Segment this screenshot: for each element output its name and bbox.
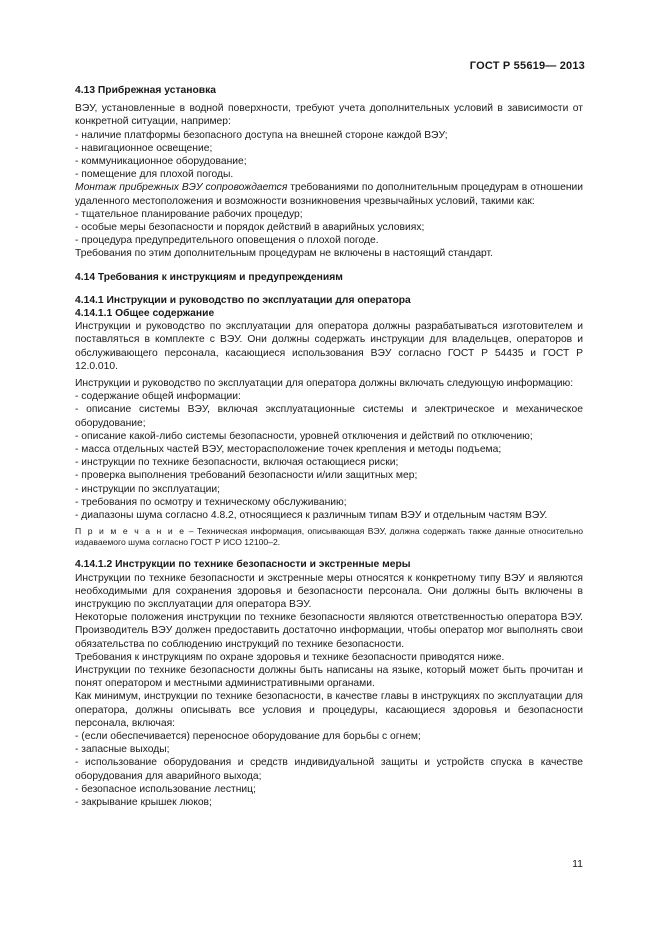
paragraph: Инструкции и руководство по эксплуатации для оператора должны включать следующую информацию: — [75, 378, 574, 390]
list-item: - инструкции по технике безопасности, включая остающиеся риски; — [75, 457, 399, 469]
list-item: - содержание общей информации: — [75, 391, 241, 403]
paragraph: Инструкции по технике безопасности должны быть написаны на языке, который может быть прочитан и понят оператором и местными административными органами. — [75, 664, 583, 690]
paragraph: Инструкции и руководство по эксплуатации для оператора должны разрабатываться изготовителем и поставляться в комплекте с ВЭУ. Они должны содержать инструкции для владельцев, операторов и обслуживающего персонала, касающиеся использования ВЭУ согласно ГОСТ Р 54435 и ГОСТ Р 12.0.010. — [75, 321, 583, 372]
list-item: - инструкции по эксплуатации; — [75, 483, 221, 495]
list-item: - описание системы ВЭУ, включая эксплуатационные системы и электрическое и механическое оборудование; — [75, 404, 583, 429]
paragraph — [75, 181, 583, 207]
page-content — [75, 84, 583, 809]
list-item: - особые меры безопасности и порядок действий в аварийных условиях; — [75, 222, 425, 234]
paragraph: Некоторые положения инструкции по технике безопасности являются ответственностью оператора ВЭУ. Производитель ВЭУ должен предоставить достаточно информации, чтобы оператор мог выполнять свои обязательства по соблюдению инструкций по технике безопасности. — [75, 612, 583, 650]
paragraph: ВЭУ, установленные в водной поверхности, требуют учета дополнительных условий в зависимости от конкретной ситуации, например: — [75, 103, 583, 128]
list-item: - диапазоны шума согласно 4.8.2, относящиеся к различным типам ВЭУ и отдельным частям ВЭУ. — [75, 510, 548, 522]
subsection-heading-4-14-1-2: 4.14.1.2 Инструкции по технике безопасности и экстренные меры — [75, 559, 411, 571]
list-item: - (если обеспечивается) переносное оборудование для борьбы с огнем; — [75, 730, 421, 742]
list-item: - помещение для плохой погоды. — [75, 169, 234, 181]
list-item: - проверка выполнения требований безопасности и/или защитных мер; — [75, 470, 418, 482]
paragraph: Требования к инструкциям по охране здоровья и технике безопасности приводятся ниже. — [75, 651, 505, 663]
list-item: - закрывание крышек люков; — [75, 796, 212, 808]
list-item: - безопасное использование лестниц; — [75, 783, 256, 795]
paragraph: Как минимум, инструкции по технике безопасности, в качестве главы в инструкциях по эксплуатации для оператора, должны описывать все условия и процедуры, касающиеся здоровья и безопасности персонала, включая: — [75, 691, 583, 729]
note-label: П р и м е ч а н и е — [75, 526, 186, 537]
standard-header: ГОСТ Р 55619— 2013 — [469, 60, 585, 72]
list-item: - запасные выходы; — [75, 744, 170, 756]
list-item: - описание какой-либо системы безопасности, уровней отключения и действий по отключению; — [75, 430, 533, 442]
list-item: - требования по осмотру и техническому обслуживанию; — [75, 496, 347, 508]
list-item: - процедура предупредительного оповещения о плохой погоде. — [75, 235, 379, 247]
list-item: - навигационное освещение; — [75, 142, 213, 154]
list-item: - масса отдельных частей ВЭУ, месторасположение точек крепления и методы подъема; — [75, 444, 502, 456]
list-item: - тщательное планирование рабочих процедур; — [75, 208, 303, 220]
subsection-heading-4-14-1-1: 4.14.1.1 Общее содержание — [75, 308, 215, 320]
page-number: 11 — [572, 858, 583, 870]
section-heading-4-14: 4.14 Требования к инструкциям и предупреждениям — [75, 271, 343, 283]
paragraph: Требования по этим дополнительным процедурам не включены в настоящий стандарт. — [75, 248, 493, 260]
section-heading-4-13: 4.13 Прибрежная установка — [75, 85, 216, 96]
paragraph: Инструкции по технике безопасности и экстренные меры относятся к конкретному типу ВЭУ и являются необходимыми для сохранения здоровья и безопасности персонала. Они должны быть включены в инструкцию по эксплуатации для оператора ВЭУ. — [75, 572, 583, 610]
subsection-heading-4-14-1: 4.14.1 Инструкции и руководство по эксплуатации для оператора — [75, 294, 411, 306]
note — [75, 526, 583, 548]
paragraph-text: требованиями по дополнительным процедурам в отношении удаленного местоположения и возможности возникновения чрезвычайных условий, такими как: — [75, 182, 584, 207]
list-item: - коммуникационное оборудование; — [75, 156, 247, 168]
italic-text: Монтаж прибрежных ВЭУ сопровождается — [75, 182, 288, 194]
note-text: – Техническая информация, описывающая ВЭУ, должна содержать также данные относительно издаваемого шума согласно ГОСТ Р ИСО 12100–2. — [75, 526, 583, 548]
list-item: - наличие платформы безопасного доступа на внешней стороне каждой ВЭУ; — [75, 129, 448, 141]
list-item: - использование оборудования и средств индивидуальной защиты и устройств спуска в качестве оборудования для аварийного выхода; — [75, 757, 583, 782]
